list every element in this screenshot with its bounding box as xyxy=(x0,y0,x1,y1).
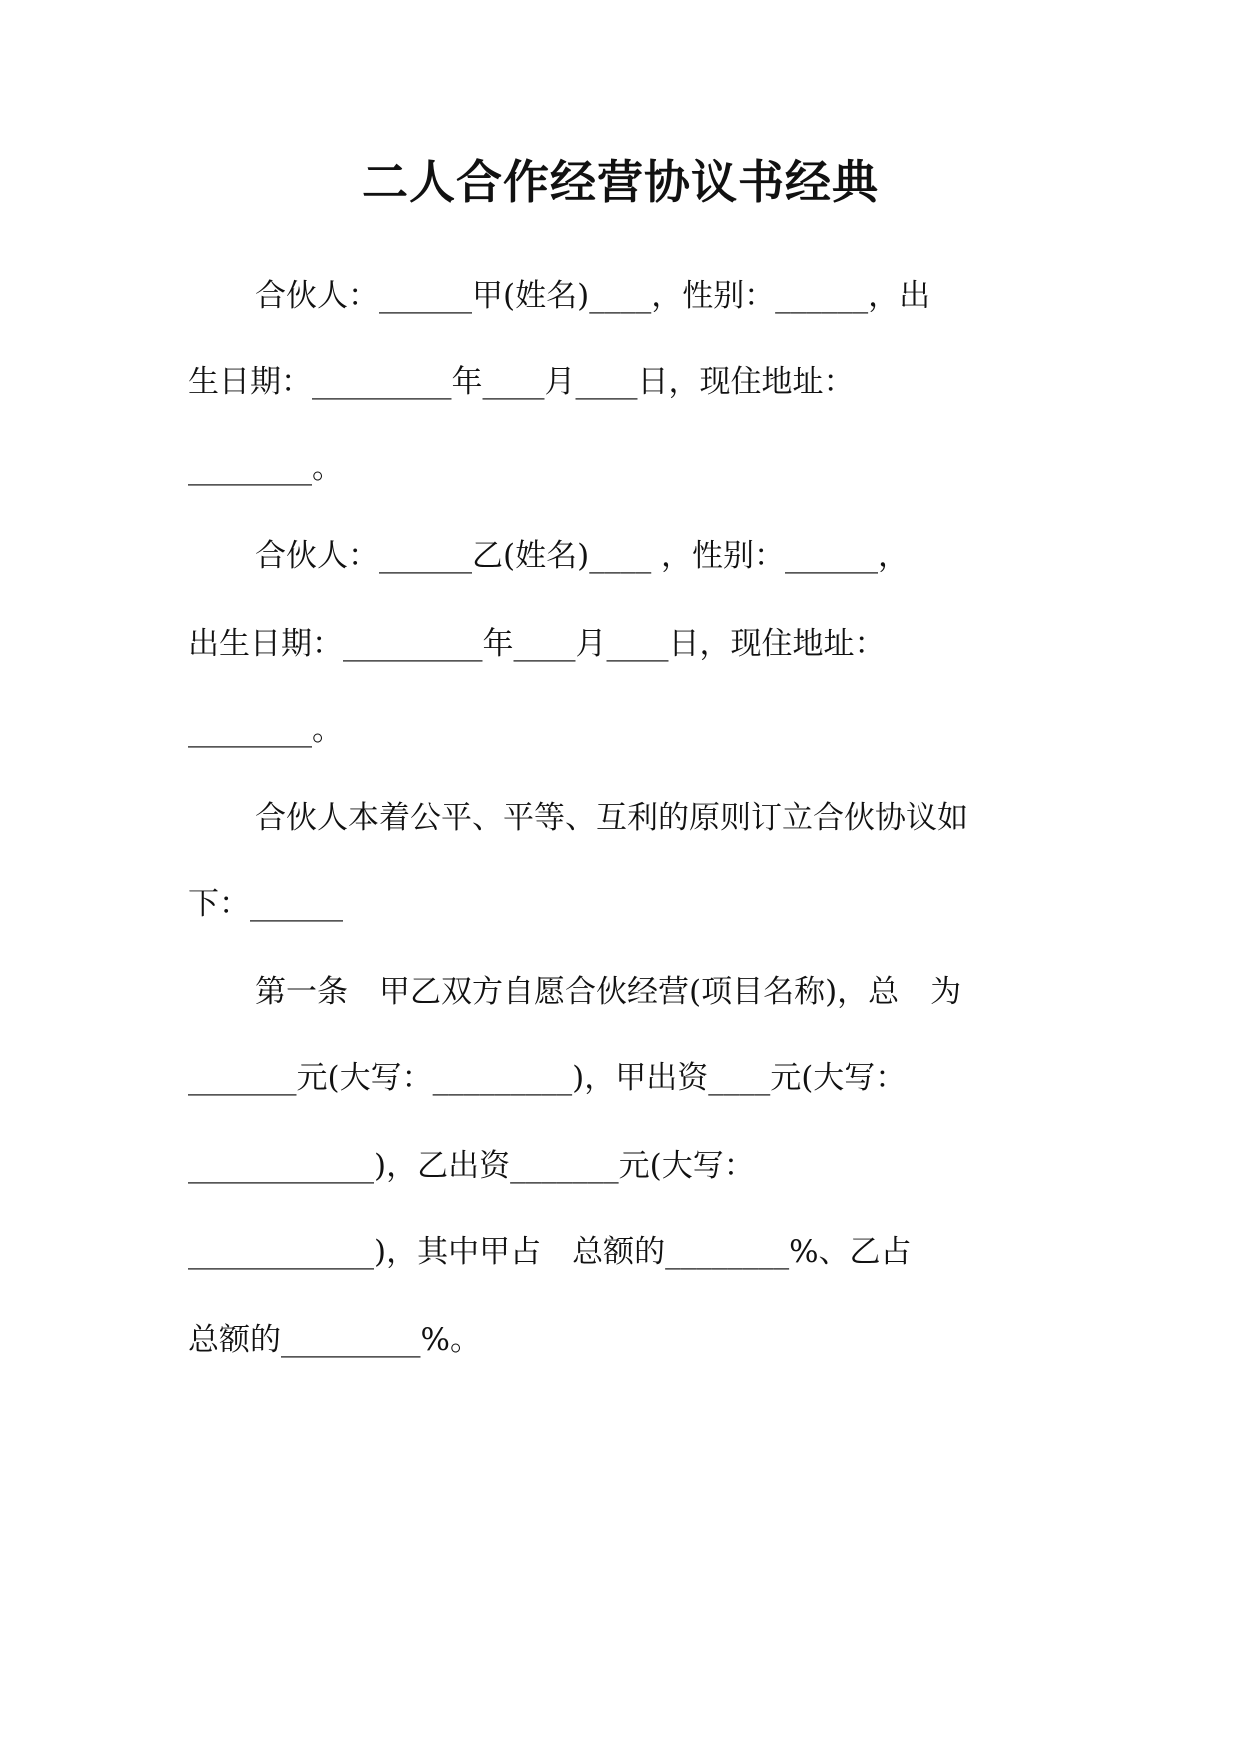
principle-line-2: 下：______ xyxy=(188,886,343,922)
partner-b-line-1: 合伙人：______乙(姓名)____ ，性别：______， xyxy=(255,538,910,574)
partner-a-line-3: ________。 xyxy=(188,450,343,486)
partner-a-line-2: 生日期：_________年____月____日，现住地址： xyxy=(188,364,855,400)
article-1-line-1: 第一条 甲乙双方自愿合伙经营(项目名称)，总 为 xyxy=(255,974,962,1010)
partner-a-line-1: 合伙人：______甲(姓名)____，性别：______，出 xyxy=(255,278,931,314)
article-1-line-4: ____________)，其中甲占 总额的________%、乙占 xyxy=(188,1234,912,1270)
article-1-line-2: _______元(大写：_________)，甲出资____元(大写： xyxy=(188,1060,907,1096)
article-1-line-5: 总额的_________%。 xyxy=(188,1322,481,1358)
partner-b-line-3: ________。 xyxy=(188,712,343,748)
partner-b-line-2: 出生日期：_________年____月____日，现住地址： xyxy=(188,626,886,662)
principle-line-1: 合伙人本着公平、平等、互利的原则订立合伙协议如 xyxy=(255,800,968,836)
article-1-line-3: ____________)，乙出资_______元(大写： xyxy=(188,1148,755,1184)
document-title: 二人合作经营协议书经典 xyxy=(362,155,879,209)
